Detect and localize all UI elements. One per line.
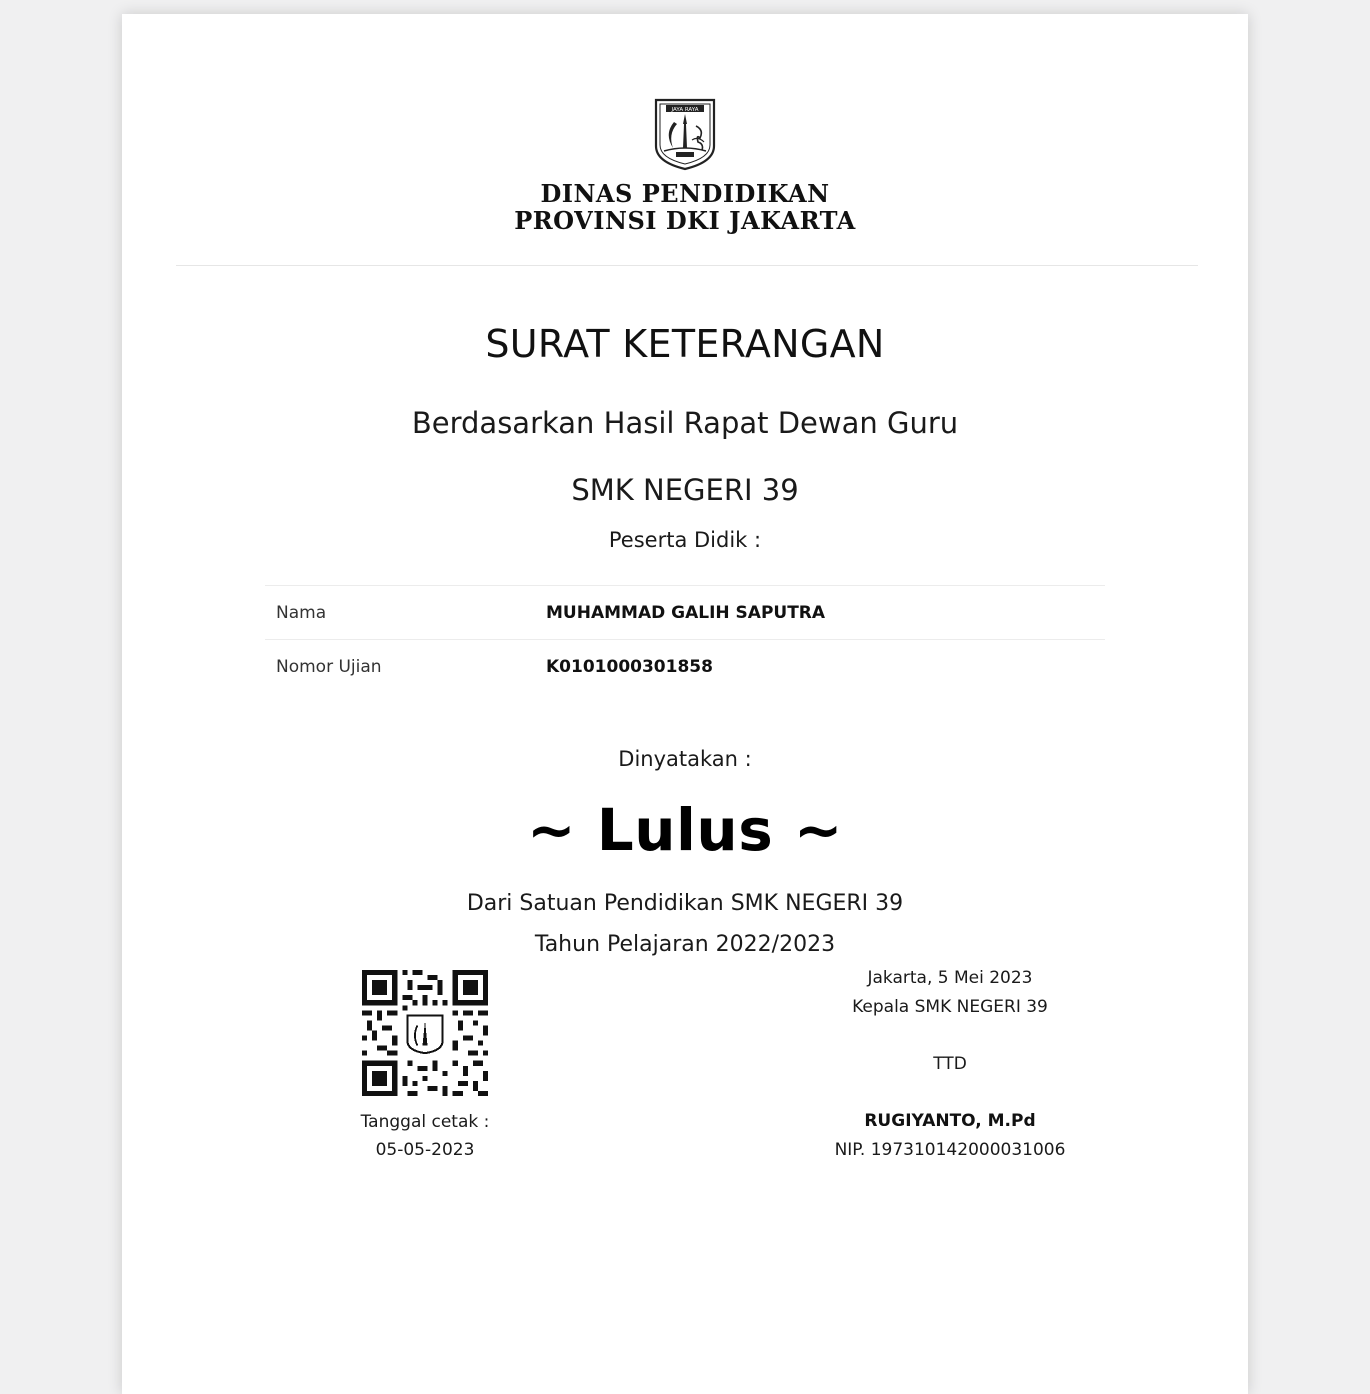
sign-mark: TTD [933,1054,967,1074]
signatory-nip: NIP. 197310142000031006 [834,1140,1066,1160]
name-label: Nama [265,586,535,640]
table-row [265,640,1105,694]
participant-heading: Peserta Didik : [608,528,762,552]
certificate-paper [122,14,1248,1394]
academic-year: Tahun Pelajaran 2022/2023 [534,932,836,957]
table-row [265,586,1105,640]
header-divider [176,265,1198,266]
svg-text:JAYA RAYA: JAYA RAYA [671,107,699,113]
print-date-value: 05-05-2023 [375,1140,475,1160]
participant-table [265,585,1105,693]
letterhead [122,96,1248,234]
dki-jakarta-emblem-icon [652,96,718,172]
agency-name: DINAS PENDIDIKAN [540,179,830,208]
agency-province: PROVINSI DKI JAKARTA [514,206,856,235]
qr-code-icon [362,970,488,1096]
document-subtitle: Berdasarkan Hasil Rapat Dewan Guru [411,406,959,440]
school-name: SMK NEGERI 39 [571,473,799,507]
exam-number-value: K0101000301858 [535,640,1105,694]
qr-section [347,970,503,1164]
result-origin: Dari Satuan Pendidikan SMK NEGERI 39 [466,891,904,916]
sign-place-date: Jakarta, 5 Mei 2023 [867,968,1033,988]
sign-position: Kepala SMK NEGERI 39 [852,997,1048,1017]
result-status: ~ Lulus ~ [526,796,844,864]
declared-label: Dinyatakan : [618,747,752,771]
name-value: MUHAMMAD GALIH SAPUTRA [535,586,1105,640]
exam-number-label: Nomor Ujian [265,640,535,694]
document-title: SURAT KETERANGAN [485,322,885,366]
signatory-name: RUGIYANTO, M.Pd [864,1111,1036,1131]
print-date-label: Tanggal cetak : [360,1112,490,1132]
signature-block [800,964,1100,1165]
